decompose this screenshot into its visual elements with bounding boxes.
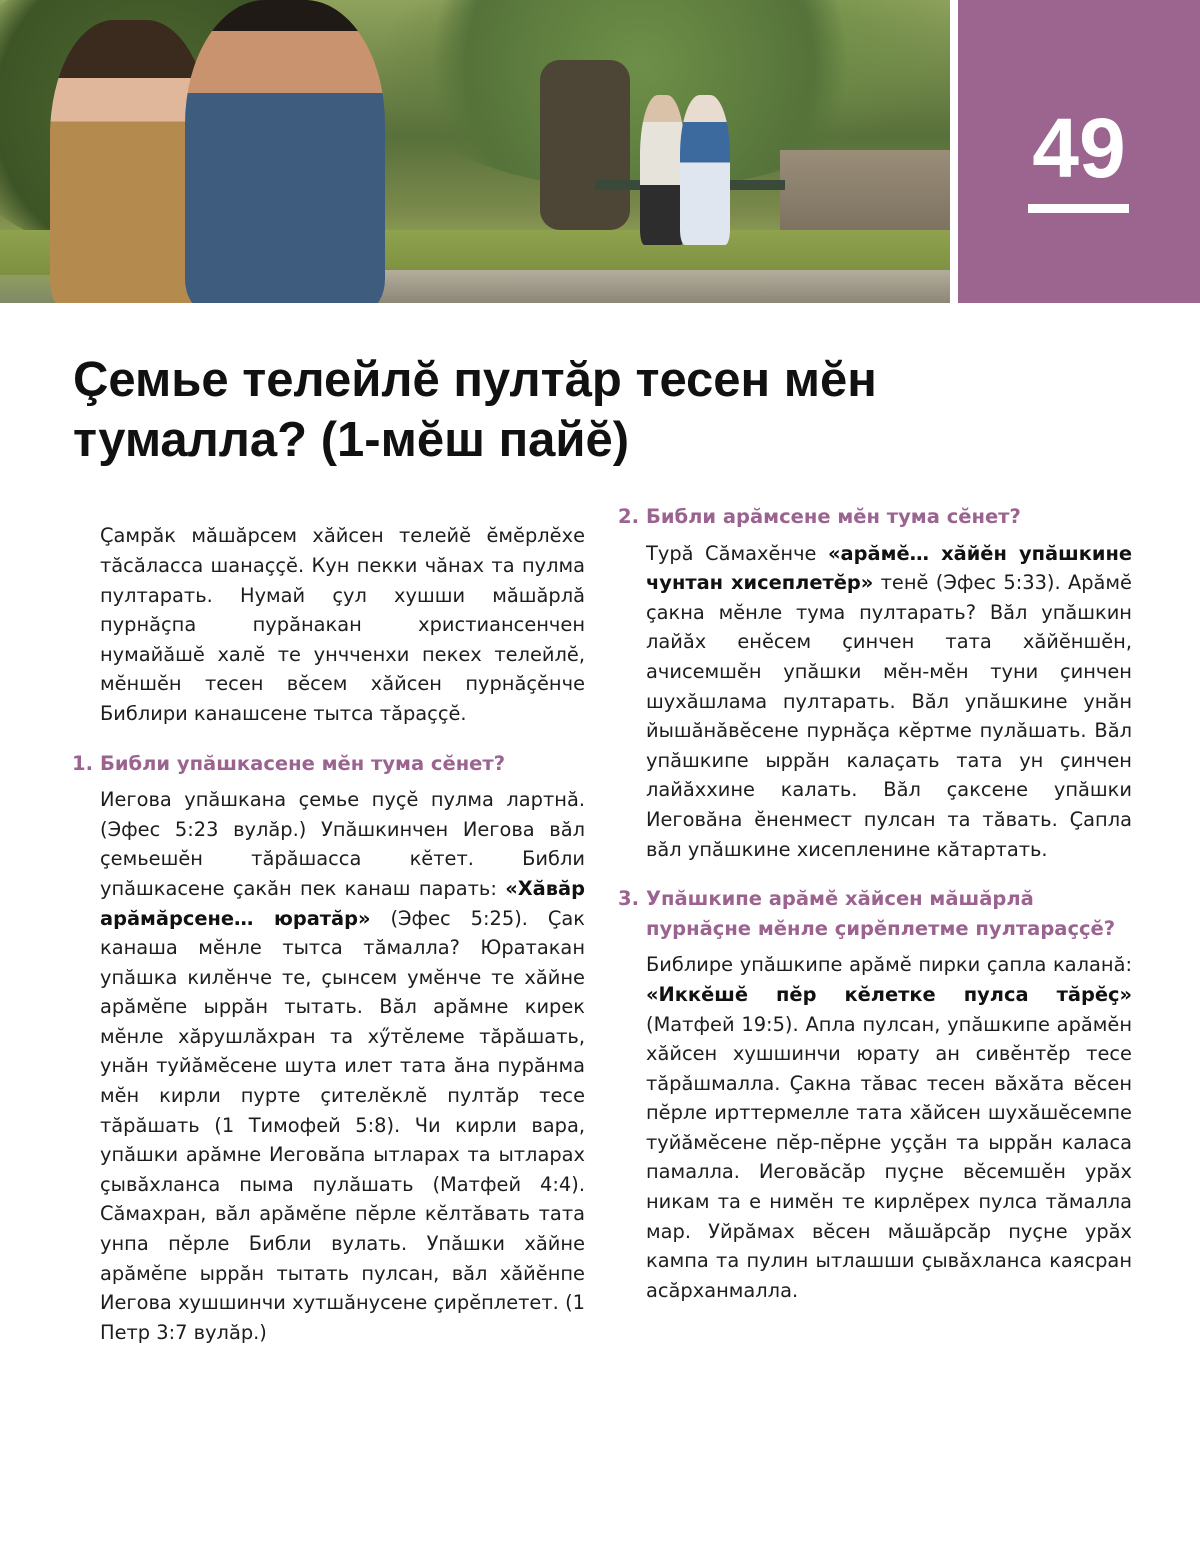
answer-paragraph-2: [646, 539, 1132, 865]
right-column: [618, 502, 1132, 1305]
question-heading-2: [618, 502, 1132, 532]
intro-paragraph: Çамрăк мăшăрсем хăйсен телейĕ ĕмĕрлĕхе тăсăласса шанаççĕ. Кун пекки чăнах та пулма пултарать. Нумай çул хушши мăшăрлă пурнăçпа пурăнакан христиансенчен нумайăшĕ халĕ те унчченхи пекех телейлĕ, мĕншĕн тесен вĕсем хăйсен пурнăçĕнче Библири канашсене тытса тăраççĕ.: [100, 524, 585, 725]
text-run: (Эфес 5:25). Çак канаша мĕнле тытса тăмалла? Юратакан упăшка килĕнче те, çынсем умĕнче те хăйне арăмĕпе ыррăн тытать. Вăл арăмне кирек мĕнле хăрушлăхран та хӳтĕлеме тăрăшать, унăн туйăмĕсене шута илет тата ăна пурăнма мĕн кирли пурте çителĕклĕ пултăр тесе тăрăшать (1 Тимофей 5:8). Чи кирли вара, упăшки арăмне Иеговăпа ытларах та ытларах çывăхланса пыма пулăшать (Матфей 4:4). Сăмахран, вăл арăмĕпе пĕрле кĕлтăвать тата унпа пĕрле Библи вулать. Упăшки хăйне арăмĕпе ыррăн тытать пулсан, вăл хăйĕнпе Иегова хушшинчи хутшăнусене çирĕплетет. (1 Петр 3:7 вулăр.): [100, 906, 585, 1344]
answer-paragraph-1: [100, 785, 585, 1347]
question-heading-3: [618, 884, 1132, 943]
text-run: (Матфей 19:5). Апла пулсан, упăшкипе арăмĕн хăйсен хушшинчи юрату ан сивĕнтĕр тесе тăрăшмалла. Çакна тăвас тесен вăхăта вĕсен пĕрле ирттермелле тата хăйсен шухăшĕсемпе туйăмĕсене пĕр-пĕрне уççăн та ыррăн каласа памалла. Иеговăсăр пуçне вĕсемшĕн урăх никам та е нимĕн те кирлĕрех пулса тăмалла мар. Уйрăмах вĕсен мăшăрсăр пуçне урăх кампа та пулин ытлашши çывăхланса каясран асăрханмалла.: [646, 1012, 1132, 1302]
lesson-number-underline: [1028, 204, 1129, 213]
text-run: тенĕ (Эфес 5:33). Арăмĕ çакна мĕнле тума пултарать? Вăл упăшкин лайăх енĕсем çинчен тата хăйĕншĕн, ачисемшĕн упăшки мĕн-мĕн туни çинчен шухăшлама пултарать. Вăл упăшкине унăн йышăнăвĕсене пурнăçа кĕртме пулăшать. Вăл упăшкипе ыррăн калаçать тата ун çинчен лайăххине калать. Вăл çаксене упăшки Иеговăна ĕненмест пулсан та тăвать. Çапла вăл упăшкине хисепленине кăтартать.: [646, 571, 1132, 861]
question-number: 1.: [72, 751, 93, 775]
text-run: Иегова упăшкана çемье пуçĕ пулма лартнă. (Эфес 5:23 вулăр.) Упăшкинчен Иегова вăл çемьешĕн тăрăшасса кĕтет. Библи упăшкасене çакăн пек канаш парать:: [100, 788, 585, 900]
question-heading-1: [72, 749, 585, 779]
question-text: Упăшкипе арăмĕ хăйсен мăшăрлă пурнăçне мĕнле çирĕплетме пултараççĕ?: [646, 887, 1116, 940]
scripture-quote: «Хăвăр арăмăрсене… юратăр»: [100, 876, 585, 930]
scripture-quote: «Иккĕшĕ пĕр кĕлетке пулса тăрĕç»: [646, 982, 1132, 1006]
question-number: 3.: [618, 887, 639, 911]
lesson-number: 49: [1032, 101, 1126, 195]
text-run: Турă Сăмахĕнче: [646, 541, 829, 565]
hero-photo: [0, 0, 950, 303]
page-title: Çемье телейлĕ пултăр тесен мĕн тумалла? (1-мĕш пайĕ): [73, 353, 877, 467]
question-text: Библи упăшкасене мĕн тума сĕнет?: [100, 751, 506, 775]
text-run: Библире упăшкипе арăмĕ пирки çапла каланă:: [646, 953, 1132, 977]
question-number: 2.: [618, 505, 639, 528]
answer-paragraph-3: [646, 950, 1132, 1305]
left-column: [72, 502, 585, 1347]
lesson-number-badge: [958, 0, 1200, 303]
question-text: Библи арăмсене мĕн тума сĕнет?: [646, 505, 1021, 528]
scripture-quote: «арăмĕ… хăйĕн упăшкине чунтан хисеплетĕр»: [646, 541, 1132, 595]
